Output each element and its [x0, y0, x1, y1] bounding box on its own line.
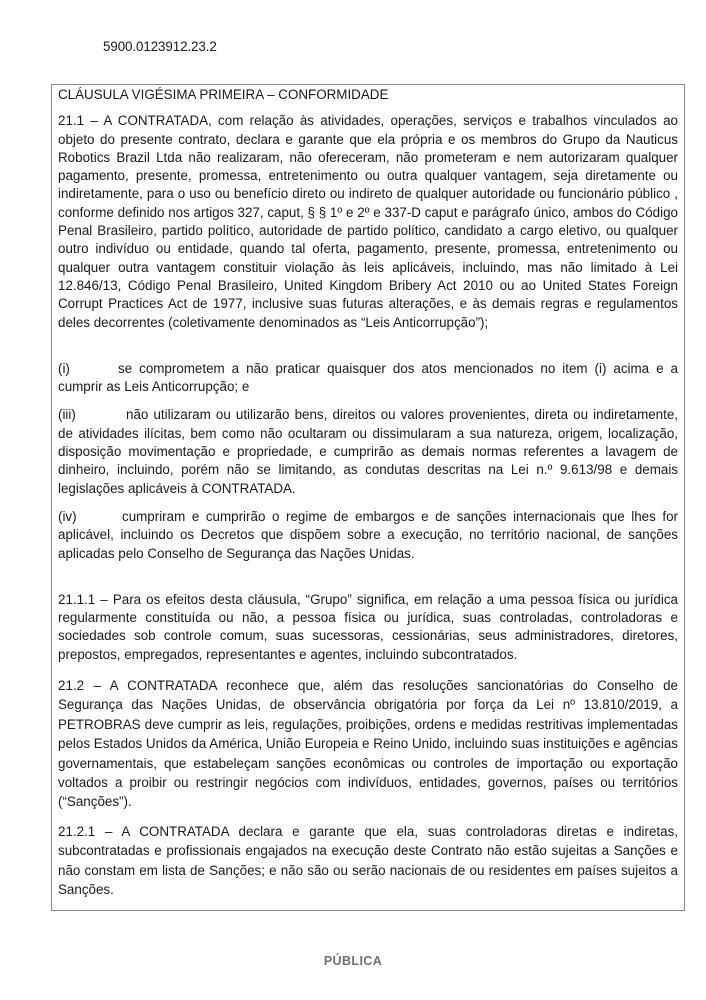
- document-number: 5900.0123912.23.2: [103, 39, 217, 54]
- paragraph-21-1-1: 21.1.1 – Para os efeitos desta cláusula, “Grupo” significa, em relação a uma pessoa física ou jurídica regularmente constituída ou não, a pessoa física ou jurídica, suas controladas, controladoras e sociedades sob controle comum, suas sucessoras, cessionárias, seus administradores, diretores, prepostos, empregados, representantes e agentes, incluindo subcontratados.: [58, 591, 678, 662]
- paragraph-21-2: 21.2 – A CONTRATADA reconhece que, além das resoluções sancionatórias do Conselho de Segurança das Nações Unidas, de observância obrigatória por força da Lei nº 13.810/2019, a PETROBRAS deve cumprir as leis, regulações, proibições, ordens e medidas restritivas implementadas pelos Estados Unidos da América, União Europeia e Reino Unido, incluindo suas instituições e agências governamentais, que estabeleçam sanções econômicas ou controles de importação ou exportação voltados a proibir ou restringir negócios com indivíduos, entidades, governos, países ou territórios (“Sanções”).: [58, 678, 678, 810]
- classification-label: PÚBLICA: [323, 954, 383, 968]
- item-text: não utilizaram ou utilizarão bens, direitos ou valores provenientes, direta ou indiretamente, de atividades ilícitas, bem como não ocultaram ou dissimularam a sua natureza, origem, localização, disposição movimentação e propriedade, e cumprirão as demais normas referentes a lavagem de dinheiro, incluindo, porém não se limitando, as condutas descritas na Lei n.º 9.613/98 e demais legislações aplicáveis à CONTRATADA.: [58, 407, 678, 496]
- item-label: (iii): [58, 407, 76, 423]
- item-iii: [58, 406, 678, 497]
- paragraph-21-2-1: 21.2.1 – A CONTRATADA declara e garante que ela, suas controladoras diretas e indiretas, subcontratadas e profissionais engajados na execução deste Contrato não estão sujeitas a Sanções e não constam em lista de Sanções; e não são ou serão nacionais de ou residentes em países sujeitos a Sanções.: [58, 823, 678, 898]
- item-label: (iv): [58, 508, 77, 524]
- clause-content: [58, 85, 678, 899]
- item-i: [58, 360, 678, 397]
- item-text: cumpriram e cumprirão o regime de embargos e de sanções internacionais que lhes for aplicável, incluindo os Decretos que dispõem sobre a execução, no território nacional, de sanções aplicadas pelo Conselho de Segurança das Nações Unidas.: [58, 508, 678, 561]
- clause-box: [51, 84, 685, 911]
- item-iv: [58, 508, 678, 563]
- item-text: se comprometem a não praticar quaisquer dos atos mencionados no item (i) acima e a cumprir as Leis Anticorrupção; e: [58, 360, 678, 395]
- paragraph-21-1: 21.1 – A CONTRATADA, com relação às atividades, operações, serviços e trabalhos vinculados ao objeto do presente contrato, declara e garante que ela própria e os membros do Grupo da Nauticus Robotics Brazil Ltda não realizaram, não ofereceram, não prometeram e nem autorizaram qualquer pagamento, presente, promessa, entretenimento ou outra qualquer vantagem, seja diretamente ou indiretamente, para o uso ou benefício direto ou indireto de qualquer autoridade ou funcionário público , conforme definido nos artigos 327, caput, § § 1º e 2º e 337-D caput e parágrafo único, ambos do Código Penal Brasileiro, partido político, autoridade de partido político, candidato a cargo eletivo, ou qualquer outro indivíduo ou entidade, quando tal oferta, pagamento, presente, promessa, entretenimento ou qualquer outra vantagem constituir violação às leis aplicáveis, incluindo, mas não limitado à Lei 12.846/13, Código Penal Brasileiro, United Kingdom Bribery Act 2010 ou ao United States Foreign Corrupt Practices Act de 1977, inclusive suas futuras alterações, e às demais regras e regulamentos deles decorrentes (coletivamente denominados as “Leis Anticorrupção”);: [58, 113, 678, 330]
- item-label: (i): [58, 360, 70, 376]
- clause-title: CLÁUSULA VIGÉSIMA PRIMEIRA – CONFORMIDADE: [58, 87, 389, 102]
